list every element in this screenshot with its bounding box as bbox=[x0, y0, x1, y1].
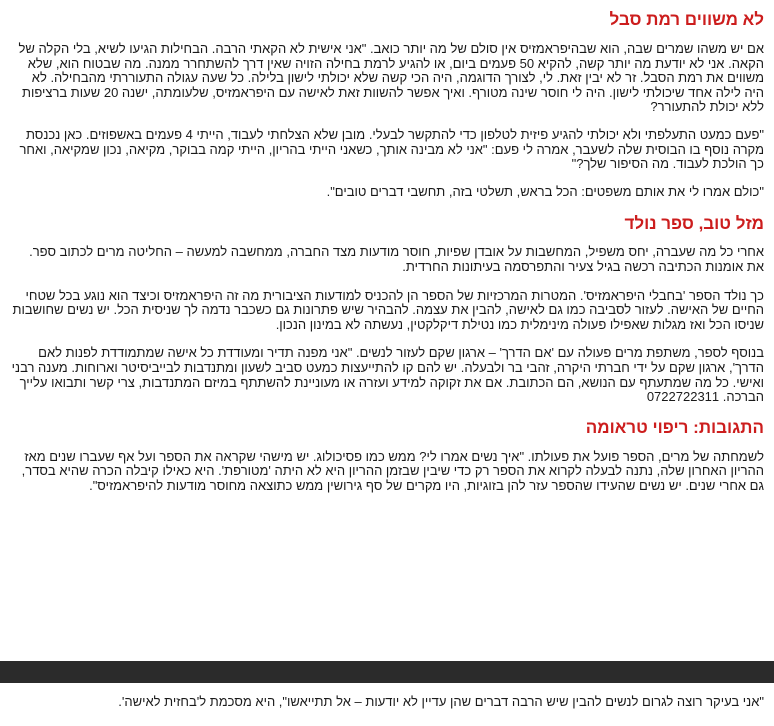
section-heading-reactions: התגובות: ריפוי טראומה bbox=[585, 417, 764, 437]
paragraph: אם יש משהו שמרים שבה, הוא שבהיפראמזיס אין סולם של מה יותר כואב. "אני אישית לא הקאתי הרבה. הבחילות הגיעו לשיא, בלי הקלה של הקאה. אני לא יודעת מה יותר קשה, להקיא 50 פעמים ביום, או להגיע לרמת בחילה הזויה שאין דרך להשתחרר ממנה. מה שבטוח הוא, שלא משווים את רמת הסבל. זר לא יבין זאת. לי, לצורך הדוגמה, היה הכי קשה שלא יכולתי לישון בלילה. כל שעה עגולה התעוררתי מהבחילה. לא היה לילה אחד שיכולתי לישון. היה לי חוסר שינה מטורף. ואיך אפשר להשוות זאת לאישה עם היפראמזיס, שלעומתה, ישנה 20 שעות ברציפות ללא יכולת להתעורר? bbox=[18, 41, 764, 115]
paragraph: לשמחתה של מרים, הספר פועל את פעולתו. "איך נשים אמרו לי? ממש כמו פסיכולוג. יש מישהי שקראה את הספר ועל אף שעברו שנים מאז ההריון האחרון שלה, נתנה לבעלה לקרוא את הספר רק כדי שיבין שבזמן ההריון היא לא היתה 'מטורפת'. היא כאילו קיבלה הכרה שהיא בסדר, גם אחרי שנים. יש נשים שהעידו שהספר עזר להן בזוגיות, היו מקרים של סף גירושין ממש כתוצאה מחוסר מודעות להיפראמזיס". bbox=[21, 448, 764, 493]
paragraph: אחרי כל מה שעברה, יחס משפיל, המחשבות על אובדן שפיות, חוסר מודעות מצד החברה, ממחשבה למעשה – החליטה מרים לכתוב ספר. את אומנות הכתיבה רכשה בגיל צעיר והתפרסמה בעיתונות החרדית. bbox=[29, 244, 764, 274]
closing-quote: "אני בעיקר רוצה לגרום לנשים להבין שיש הרבה דברים שהן עדיין לא יודעות – אל תתייאשו", היא מסכמת ל'בחזית לאישה'. bbox=[118, 694, 764, 709]
section-heading-book-born: מזל טוב, ספר נולד bbox=[624, 214, 764, 234]
section-heading-suffering: לא משווים רמת סבל bbox=[609, 10, 764, 29]
dark-divider-band bbox=[0, 661, 774, 683]
paragraph: בנוסף לספר, משתפת מרים פעולה עם 'אם הדרך' – ארגון שקם לעזור לנשים. "אני מפנה תדיר ומעודדת כל אישה שמתמודדת לפנות לאם הדרך', ארגון שקם על ידי חברתי היקרה, זהבי בר ולבעלה. יש להם קו להתייעצות כמעט סביב לשעון ומתנדבות לבייביסיטר וארוחות. מענה רבני ואישי. כל מה שמתעתף עם הנושא, הם הכתובת. אם את זקוקה למידע ועזרה או מעוניינת להשתתף במיזם המתנדבות, צרי קשר ותבואו עלייך הברכה. 0722722311 bbox=[11, 345, 764, 405]
paragraph: "כולם אמרו לי את אותם משפטים: הכל בראש, תשלטי בזה, תחשבי דברים טובים". bbox=[326, 183, 764, 199]
paragraph: "פעם כמעט התעלפתי ולא יכולתי להגיע פיזית לטלפון כדי להתקשר לבעלי. מובן שלא הצלחתי לעבוד, הייתי 4 פעמים באשפוזים. כאן נכנסת מקרה נוסף בו הבוסית שלה לשעבר, אמרה לי פעם: "אני לא מבינה אותך, כשאני הייתי בהריון, הייתי קמה בבוקר, מקיאה, נכון שמקיאה, ואחר כך הולכת לעבוד. מה הסיפור שלך?" bbox=[19, 126, 764, 172]
paragraph: כך נולד הספר 'בחבלי היפראמזיס'. המטרות המרכזיות של הספר הן להכניס למודעות הציבורית מה זה היפראמזיס וכיצד הוא נוגע בכל שטחי החיים של האישה. לעזור לסביבה כמו גם לאישה, להבין את עצמה. להבהיר שיש פתרונות גם כשכבר נדמה לך שניסית הכל. יש נשים שחושבות שניסו הכל ואז מגלות שאפילו פעולה מינימלית כמו נטילת דיקלקטין, נעשתה לא במינון הנכון. bbox=[12, 287, 764, 332]
article-body bbox=[10, 0, 764, 493]
